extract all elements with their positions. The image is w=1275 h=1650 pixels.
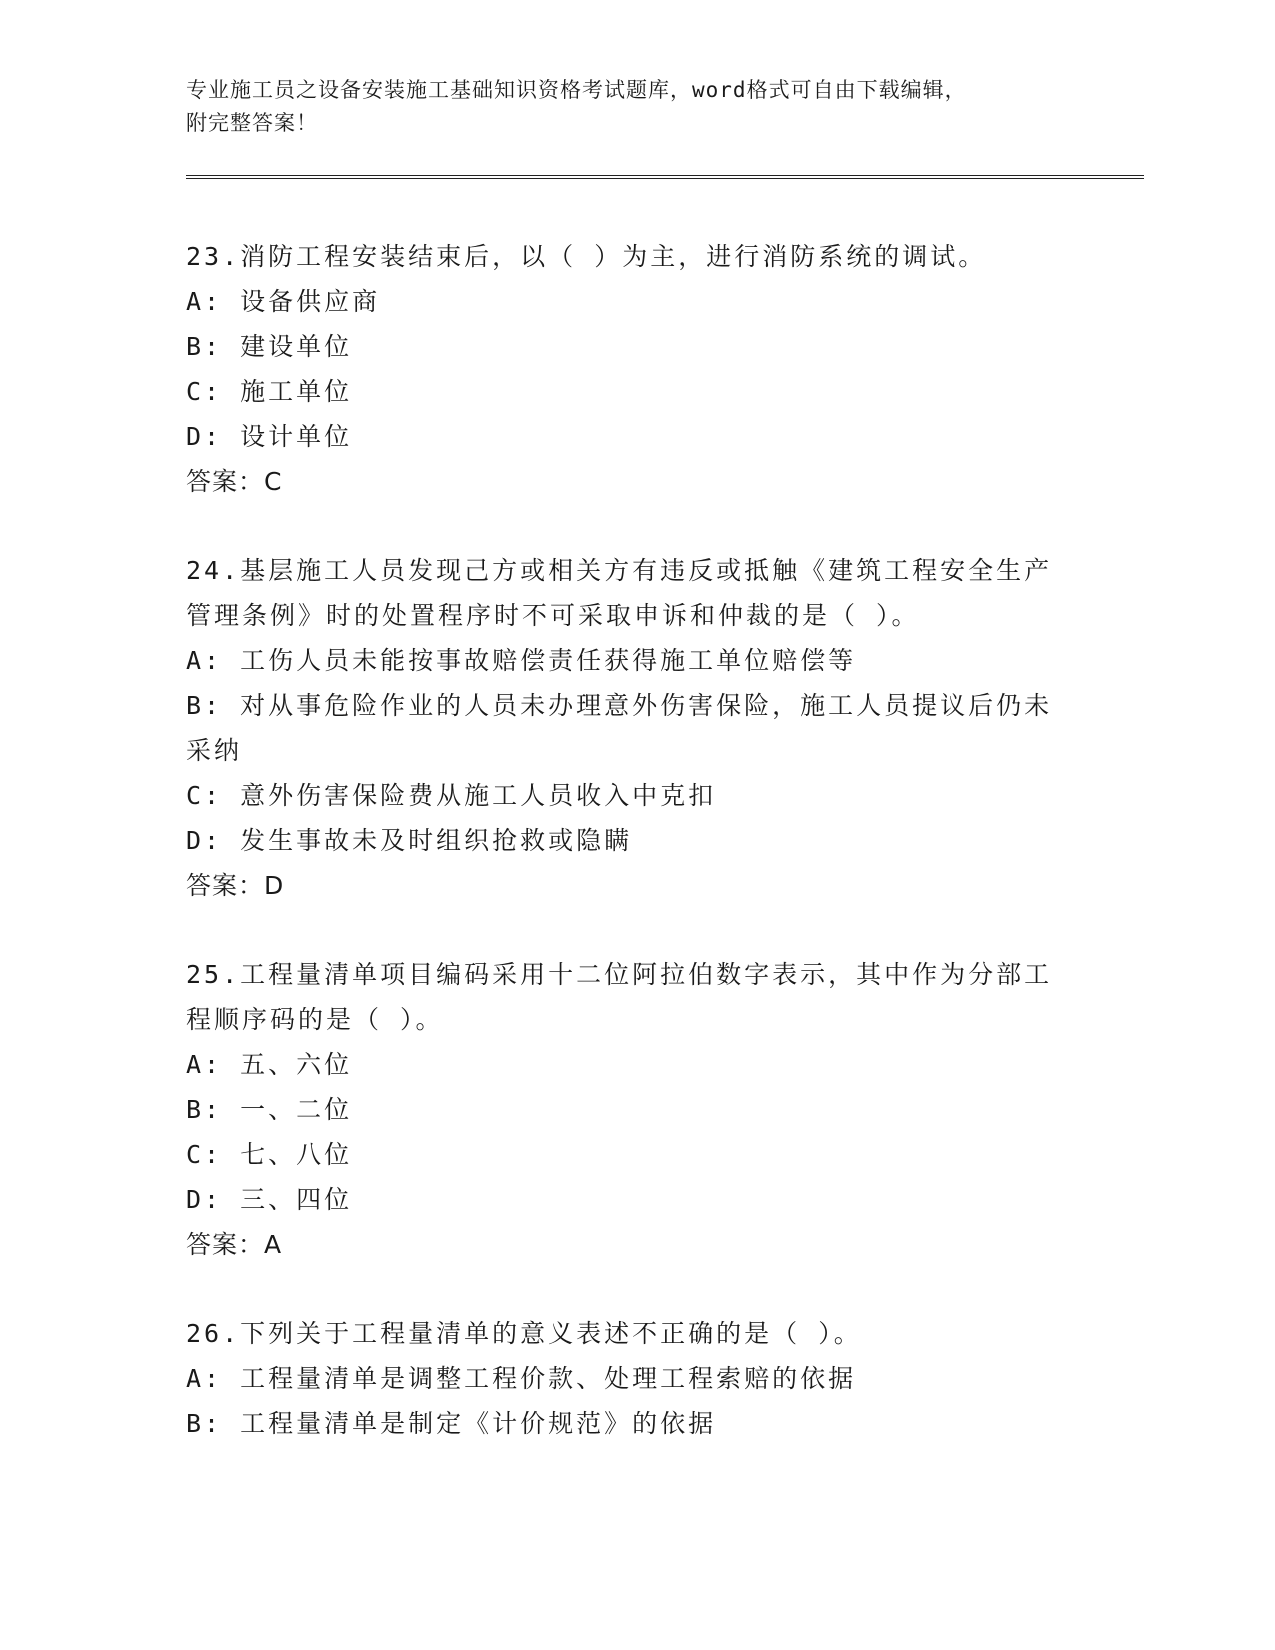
option-b: B: 一、二位 [186, 1095, 353, 1124]
option-c: C: 意外伤害保险费从施工人员收入中克扣 [186, 781, 717, 810]
option-a: A: 工伤人员未能按事故赔偿责任获得施工单位赔偿等 [186, 646, 857, 675]
question-stem-cont: 程顺序码的是（ ）。 [186, 1005, 444, 1034]
question-23 [186, 234, 1086, 504]
option-b: B: 工程量清单是制定《计价规范》的依据 [186, 1409, 717, 1438]
question-stem: 23.消防工程安装结束后，以（ ）为主，进行消防系统的调试。 [186, 242, 987, 271]
answer: 答案：C [186, 467, 283, 496]
question-24 [186, 548, 1086, 908]
question-list [186, 234, 1086, 1490]
option-b: B: 对从事危险作业的人员未办理意外伤害保险，施工人员提议后仍未 [186, 691, 1053, 720]
question-stem: 24.基层施工人员发现己方或相关方有违反或抵触《建筑工程安全生产 [186, 556, 1053, 585]
header-line-1: 专业施工员之设备安装施工基础知识资格考试题库，word格式可自由下载编辑， [186, 78, 967, 102]
option-a: A: 设备供应商 [186, 287, 381, 316]
option-b-cont: 采纳 [186, 736, 243, 765]
option-c: C: 七、八位 [186, 1140, 353, 1169]
option-d: D: 三、四位 [186, 1185, 353, 1214]
option-a: A: 工程量清单是调整工程价款、处理工程索赔的依据 [186, 1364, 857, 1393]
question-stem-cont: 管理条例》时的处置程序时不可采取申诉和仲裁的是（ ）。 [186, 601, 920, 630]
question-stem: 25.工程量清单项目编码采用十二位阿拉伯数字表示，其中作为分部工 [186, 960, 1053, 989]
option-b: B: 建设单位 [186, 332, 353, 361]
option-a: A: 五、六位 [186, 1050, 353, 1079]
header-divider [186, 175, 1144, 179]
question-stem: 26.下列关于工程量清单的意义表述不正确的是（ ）。 [186, 1319, 862, 1348]
answer: 答案：A [186, 1230, 283, 1259]
question-25 [186, 952, 1086, 1267]
option-c: C: 施工单位 [186, 377, 353, 406]
option-d: D: 设计单位 [186, 422, 353, 451]
answer: 答案：D [186, 871, 285, 900]
option-d: D: 发生事故未及时组织抢救或隐瞒 [186, 826, 633, 855]
document-header [186, 74, 1086, 140]
header-line-2: 附完整答案！ [186, 111, 318, 135]
question-26 [186, 1311, 1086, 1446]
